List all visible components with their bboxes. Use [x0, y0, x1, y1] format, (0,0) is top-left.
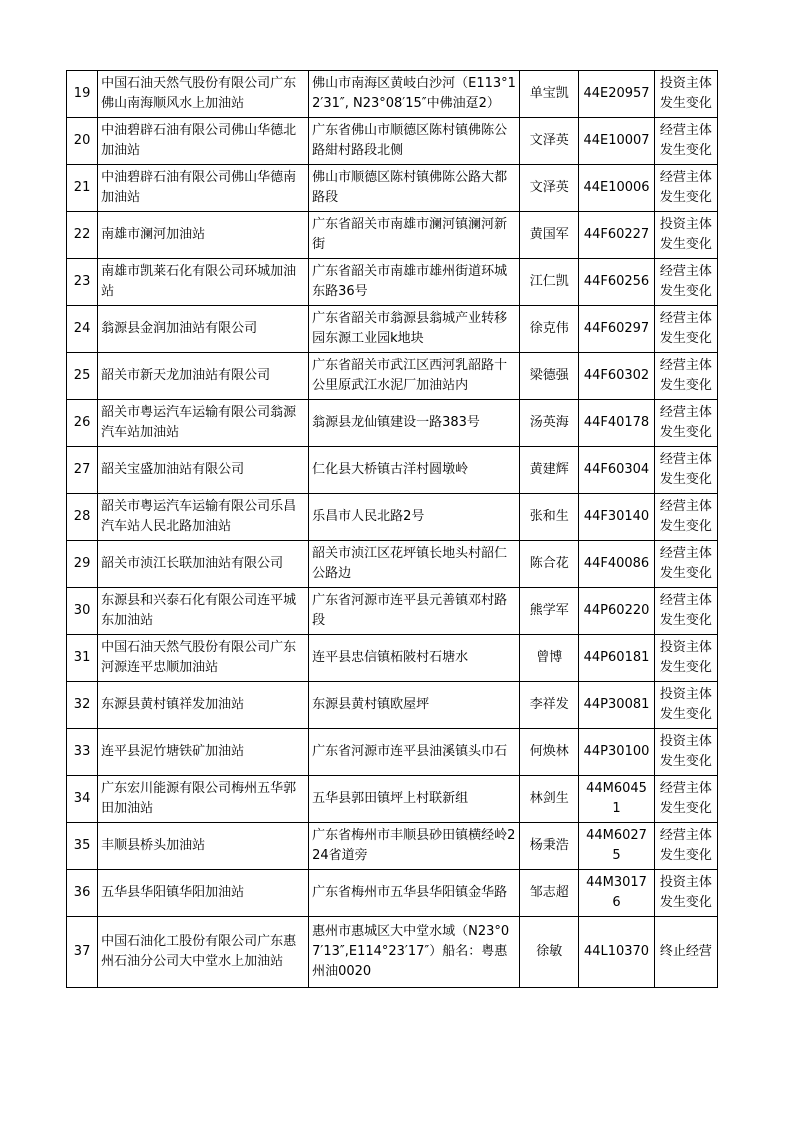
change-reason-cell: 经营主体发生变化 — [654, 165, 717, 212]
responsible-person-cell: 徐克伟 — [520, 306, 579, 353]
station-name-cell: 中国石油天然气股份有限公司广东河源连平忠顺加油站 — [98, 635, 309, 682]
license-code-cell: 44F60302 — [579, 353, 654, 400]
responsible-person-cell: 李祥发 — [520, 682, 579, 729]
change-reason-cell: 经营主体发生变化 — [654, 306, 717, 353]
station-name-cell: 南雄市澜河加油站 — [98, 212, 309, 259]
station-address-cell: 广东省韶关市武江区西河乳韶路十公里原武江水泥厂加油站内 — [309, 353, 520, 400]
station-address-cell: 佛山市顺德区陈村镇佛陈公路大都路段 — [309, 165, 520, 212]
row-number-cell: 20 — [67, 118, 98, 165]
change-reason-cell: 投资主体发生变化 — [654, 635, 717, 682]
table-row — [67, 588, 718, 635]
license-code-cell: 44M60275 — [579, 823, 654, 870]
station-address-cell: 乐昌市人民北路2号 — [309, 494, 520, 541]
station-address-cell: 广东省河源市连平县油溪镇头巾石 — [309, 729, 520, 776]
change-reason-cell: 经营主体发生变化 — [654, 541, 717, 588]
station-address-cell: 翁源县龙仙镇建设一路383号 — [309, 400, 520, 447]
license-code-cell: 44P60220 — [579, 588, 654, 635]
row-number-cell: 36 — [67, 870, 98, 917]
table-row — [67, 729, 718, 776]
row-number-cell: 24 — [67, 306, 98, 353]
responsible-person-cell: 梁德强 — [520, 353, 579, 400]
change-reason-cell: 投资主体发生变化 — [654, 71, 717, 118]
responsible-person-cell: 陈合花 — [520, 541, 579, 588]
row-number-cell: 22 — [67, 212, 98, 259]
row-number-cell: 34 — [67, 776, 98, 823]
station-name-cell: 韶关市粤运汽车运输有限公司翁源汽车站加油站 — [98, 400, 309, 447]
station-name-cell: 东源县黄村镇祥发加油站 — [98, 682, 309, 729]
row-number-cell: 19 — [67, 71, 98, 118]
station-address-cell: 连平县忠信镇柘陂村石塘水 — [309, 635, 520, 682]
responsible-person-cell: 江仁凯 — [520, 259, 579, 306]
table-row — [67, 447, 718, 494]
license-code-cell: 44E10007 — [579, 118, 654, 165]
change-reason-cell: 经营主体发生变化 — [654, 494, 717, 541]
row-number-cell: 26 — [67, 400, 98, 447]
station-name-cell: 丰顺县桥头加油站 — [98, 823, 309, 870]
responsible-person-cell: 黄国军 — [520, 212, 579, 259]
station-name-cell: 中油碧辟石油有限公司佛山华德南加油站 — [98, 165, 309, 212]
table-row — [67, 165, 718, 212]
responsible-person-cell: 文泽英 — [520, 118, 579, 165]
table-row — [67, 823, 718, 870]
station-name-cell: 连平县泥竹塘铁矿加油站 — [98, 729, 309, 776]
license-code-cell: 44F30140 — [579, 494, 654, 541]
license-code-cell: 44F60297 — [579, 306, 654, 353]
row-number-cell: 23 — [67, 259, 98, 306]
responsible-person-cell: 林剑生 — [520, 776, 579, 823]
station-address-cell: 广东省梅州市五华县华阳镇金华路 — [309, 870, 520, 917]
station-name-cell: 中油碧辟石油有限公司佛山华德北加油站 — [98, 118, 309, 165]
responsible-person-cell: 单宝凯 — [520, 71, 579, 118]
station-name-cell: 韶关宝盛加油站有限公司 — [98, 447, 309, 494]
table-row — [67, 541, 718, 588]
table-row — [67, 870, 718, 917]
station-address-cell: 广东省韶关市翁源县翁城产业转移园东源工业园k地块 — [309, 306, 520, 353]
license-code-cell: 44F60227 — [579, 212, 654, 259]
change-reason-cell: 经营主体发生变化 — [654, 400, 717, 447]
responsible-person-cell: 汤英海 — [520, 400, 579, 447]
change-reason-cell: 经营主体发生变化 — [654, 588, 717, 635]
station-address-cell: 广东省佛山市顺德区陈村镇佛陈公路紺村路段北侧 — [309, 118, 520, 165]
table-row — [67, 353, 718, 400]
table-row — [67, 494, 718, 541]
station-address-cell: 广东省河源市连平县元善镇邓村路段 — [309, 588, 520, 635]
table-row — [67, 306, 718, 353]
table-body — [67, 71, 718, 988]
station-name-cell: 韶关市粤运汽车运输有限公司乐昌汽车站人民北路加油站 — [98, 494, 309, 541]
station-name-cell: 五华县华阳镇华阳加油站 — [98, 870, 309, 917]
change-reason-cell: 经营主体发生变化 — [654, 447, 717, 494]
responsible-person-cell: 杨秉浩 — [520, 823, 579, 870]
station-name-cell: 南雄市凯莱石化有限公司环城加油站 — [98, 259, 309, 306]
station-name-cell: 韶关市新天龙加油站有限公司 — [98, 353, 309, 400]
row-number-cell: 32 — [67, 682, 98, 729]
change-reason-cell: 终止经营 — [654, 917, 717, 988]
table-row — [67, 400, 718, 447]
table-row — [67, 71, 718, 118]
row-number-cell: 35 — [67, 823, 98, 870]
license-code-cell: 44F60304 — [579, 447, 654, 494]
change-reason-cell: 经营主体发生变化 — [654, 259, 717, 306]
row-number-cell: 25 — [67, 353, 98, 400]
row-number-cell: 27 — [67, 447, 98, 494]
station-name-cell: 翁源县金润加油站有限公司 — [98, 306, 309, 353]
change-reason-cell: 经营主体发生变化 — [654, 776, 717, 823]
station-address-cell: 广东省梅州市丰顺县砂田镇横经岭224省道旁 — [309, 823, 520, 870]
row-number-cell: 37 — [67, 917, 98, 988]
station-address-cell: 惠州市惠城区大中堂水域（N23°07′13″,E114°23′17″）船名：粤惠州油0020 — [309, 917, 520, 988]
row-number-cell: 30 — [67, 588, 98, 635]
station-name-cell: 中国石油天然气股份有限公司广东佛山南海顺风水上加油站 — [98, 71, 309, 118]
responsible-person-cell: 徐敏 — [520, 917, 579, 988]
station-address-cell: 仁化县大桥镇古洋村圆墩岭 — [309, 447, 520, 494]
gas-station-table — [66, 70, 718, 988]
change-reason-cell: 投资主体发生变化 — [654, 729, 717, 776]
responsible-person-cell: 熊学军 — [520, 588, 579, 635]
table-row — [67, 635, 718, 682]
responsible-person-cell: 张和生 — [520, 494, 579, 541]
change-reason-cell: 经营主体发生变化 — [654, 823, 717, 870]
station-name-cell: 中国石油化工股份有限公司广东惠州石油分公司大中堂水上加油站 — [98, 917, 309, 988]
station-name-cell: 东源县和兴泰石化有限公司连平城东加油站 — [98, 588, 309, 635]
responsible-person-cell: 文泽英 — [520, 165, 579, 212]
row-number-cell: 31 — [67, 635, 98, 682]
license-code-cell: 44M60451 — [579, 776, 654, 823]
license-code-cell: 44P30100 — [579, 729, 654, 776]
license-code-cell: 44F60256 — [579, 259, 654, 306]
change-reason-cell: 投资主体发生变化 — [654, 212, 717, 259]
table-row — [67, 682, 718, 729]
license-code-cell: 44P30081 — [579, 682, 654, 729]
table-row — [67, 259, 718, 306]
table-row — [67, 917, 718, 988]
license-code-cell: 44L10370 — [579, 917, 654, 988]
station-address-cell: 广东省韶关市南雄市雄州街道环城东路36号 — [309, 259, 520, 306]
station-name-cell: 韶关市浈江长联加油站有限公司 — [98, 541, 309, 588]
table-row — [67, 212, 718, 259]
change-reason-cell: 经营主体发生变化 — [654, 118, 717, 165]
station-address-cell: 韶关市浈江区花坪镇长地头村韶仁公路边 — [309, 541, 520, 588]
station-address-cell: 五华县郭田镇坪上村联新组 — [309, 776, 520, 823]
license-code-cell: 44E20957 — [579, 71, 654, 118]
license-code-cell: 44F40086 — [579, 541, 654, 588]
table-row — [67, 776, 718, 823]
row-number-cell: 28 — [67, 494, 98, 541]
station-address-cell: 东源县黄村镇欧屋坪 — [309, 682, 520, 729]
station-name-cell: 广东宏川能源有限公司梅州五华郭田加油站 — [98, 776, 309, 823]
responsible-person-cell: 曾博 — [520, 635, 579, 682]
responsible-person-cell: 邹志超 — [520, 870, 579, 917]
license-code-cell: 44E10006 — [579, 165, 654, 212]
change-reason-cell: 经营主体发生变化 — [654, 353, 717, 400]
row-number-cell: 21 — [67, 165, 98, 212]
station-address-cell: 广东省韶关市南雄市澜河镇澜河新街 — [309, 212, 520, 259]
license-code-cell: 44P60181 — [579, 635, 654, 682]
responsible-person-cell: 黄建辉 — [520, 447, 579, 494]
change-reason-cell: 投资主体发生变化 — [654, 682, 717, 729]
license-code-cell: 44M30176 — [579, 870, 654, 917]
responsible-person-cell: 何焕林 — [520, 729, 579, 776]
row-number-cell: 29 — [67, 541, 98, 588]
license-code-cell: 44F40178 — [579, 400, 654, 447]
station-address-cell: 佛山市南海区黄岐白沙河（E113°12′31″, N23°08′15″中佛油趸2） — [309, 71, 520, 118]
change-reason-cell: 投资主体发生变化 — [654, 870, 717, 917]
table-row — [67, 118, 718, 165]
row-number-cell: 33 — [67, 729, 98, 776]
